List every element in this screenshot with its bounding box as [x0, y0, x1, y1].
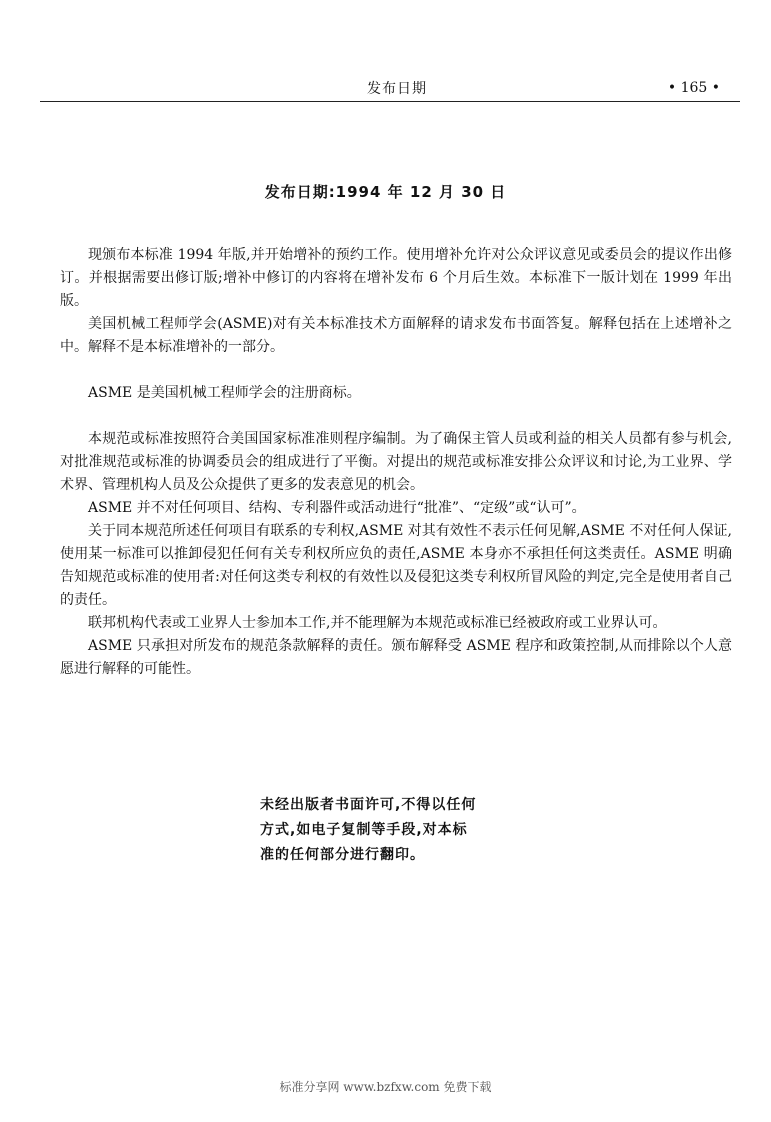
footer-watermark: 标准分享网 www.bzfxw.com 免费下载: [279, 1080, 492, 1094]
paragraph-interpretations: 美国机械工程师学会(ASME)对有关本标准技术方面解释的请求发布书面答复。解释包括在上述增补之中。解释不是本标准增补的一部分。: [60, 316, 732, 355]
header-title: 发布日期: [367, 81, 427, 97]
page-number: • 165 •: [667, 80, 720, 96]
paragraph-trademark: ASME 是美国机械工程师学会的注册商标。: [88, 385, 361, 401]
body-text: [60, 244, 732, 681]
issue-date-heading: 发布日期:1994 年 12 月 30 日: [264, 183, 507, 201]
paragraph-no-approval: ASME 并不对任何项目、结构、专利器件或活动进行“批准”、“定级”或“认可”。: [88, 500, 586, 516]
paragraph-procedures: 本规范或标准按照符合美国国家标准准则程序编制。为了确保主管人员或利益的相关人员都有参与机会,对批准规范或标准的协调委员会的组成进行了平衡。对提出的规范或标准安排公众评议和讨论,为工业界、学术界、管理机构人员及公众提供了更多的发表意见的机会。: [60, 431, 732, 493]
paragraph-federal-participation: 联邦机构代表或工业界人士参加本工作,并不能理解为本规范或标准已经被政府或工业界认可。: [88, 615, 667, 631]
copyright-notice: [260, 793, 522, 868]
running-header: [40, 78, 740, 106]
notice-line: 方式,如电子复制等手段,对本标: [260, 822, 468, 838]
notice-line: 准的任何部分进行翻印。: [260, 847, 425, 863]
notice-line: 未经出版者书面许可,不得以任何: [260, 797, 477, 813]
paragraph-interpretation-responsibility: ASME 只承担对所发布的规范条款解释的责任。颁布解释受 ASME 程序和政策控制,从而排除以个人意愿进行解释的可能性。: [60, 638, 732, 677]
header-rule: [40, 101, 740, 102]
paragraph-edition: 现颁布本标准 1994 年版,并开始增补的预约工作。使用增补允许对公众评议意见或委员会的提议作出修订。并根据需要出修订版;增补中修订的内容将在增补发布 6 个月后生效。本标准下一版计划在 1999 年出版。: [60, 247, 732, 309]
paragraph-patent-rights: 关于同本规范所述任何项目有联系的专利权,ASME 对其有效性不表示任何见解,ASME 不对任何人保证,使用某一标准可以推卸侵犯任何有关专利权所应负的责任,ASME 本身亦不承担任何这类责任。ASME 明确告知规范或标准的使用者:对任何这类专利权的有效性以及侵犯这类专利权所冒风险的判定,完全是使用者自己的责任。: [60, 523, 732, 608]
